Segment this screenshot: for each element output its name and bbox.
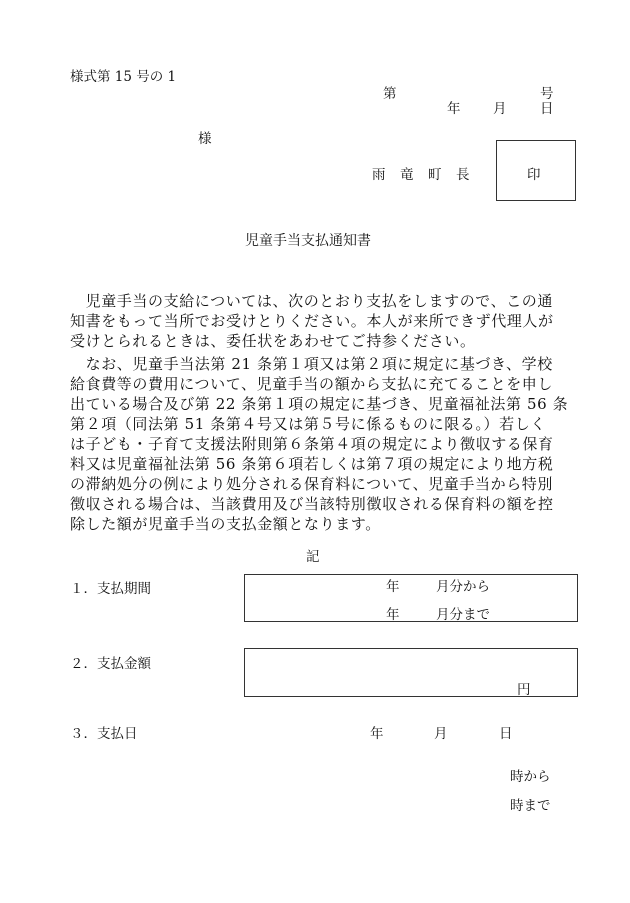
time-to-label: 時まで — [510, 798, 551, 814]
ki-heading: 記 — [306, 549, 320, 565]
period-to-label: 月分まで — [436, 607, 490, 623]
body-line: なお、児童手当法第 21 条第１項又は第２項に規定に基づき、学校 — [70, 355, 553, 373]
header-day-label: 日 — [540, 101, 554, 117]
date-month-label: 月 — [434, 726, 448, 742]
period-from-label: 月分から — [436, 579, 490, 595]
body-line: 料又は児童福祉法第 56 条第６項若しくは第７項の規定により地方税 — [70, 455, 554, 473]
form-number: 様式第 15 号の 1 — [70, 69, 177, 85]
period-from-year-label: 年 — [386, 579, 400, 595]
time-from-label: 時から — [510, 769, 551, 785]
seal-box — [496, 140, 576, 201]
body-line: は子ども・子育て支援法附則第６条第４項の規定により徴収する保育 — [70, 435, 554, 453]
body-line: 児童手当の支給については、次のとおり支払をしますので、この通 — [70, 292, 554, 310]
number-prefix: 第 — [383, 86, 397, 102]
amount-unit: 円 — [517, 682, 531, 698]
body-line: 知書をもって当所でお受けとりください。本人が来所できず代理人が — [70, 312, 554, 330]
seal-label: 印 — [527, 167, 541, 183]
body-line: 徴収される場合は、当該費用及び当該特別徴収される保育料の額を控 — [70, 495, 554, 513]
period-label: １．支払期間 — [70, 581, 151, 597]
body-line: 給食費等の費用について、児童手当の額から支払に充てることを申し — [70, 375, 554, 393]
period-box — [244, 574, 578, 622]
amount-label: ２．支払金額 — [70, 656, 151, 672]
body-line: の滞納処分の例により処分される保育料について、児童手当から特別 — [70, 475, 554, 493]
body-line: 除した額が児童手当の支払金額となります。 — [70, 515, 381, 533]
date-year-label: 年 — [370, 726, 384, 742]
body-line: 第２項（同法第 51 条第４号又は第５号に係るものに限る。）若しく — [70, 415, 546, 433]
body-line: 受けとられるときは、委任状をあわせてご持参ください。 — [70, 332, 476, 350]
header-year-label: 年 — [447, 101, 461, 117]
number-suffix: 号 — [540, 86, 554, 102]
issuer-name: 雨 竜 町 長 — [372, 167, 470, 183]
body-line: 出ている場合及び第 22 条第１項の規定に基づき、児童福祉法第 56 条 — [70, 395, 569, 413]
payment-date-label: ３．支払日 — [70, 726, 138, 742]
document-title: 児童手当支払通知書 — [245, 233, 371, 249]
period-to-year-label: 年 — [386, 607, 400, 623]
header-month-label: 月 — [493, 101, 507, 117]
addressee-suffix: 様 — [198, 131, 212, 147]
date-day-label: 日 — [499, 726, 513, 742]
